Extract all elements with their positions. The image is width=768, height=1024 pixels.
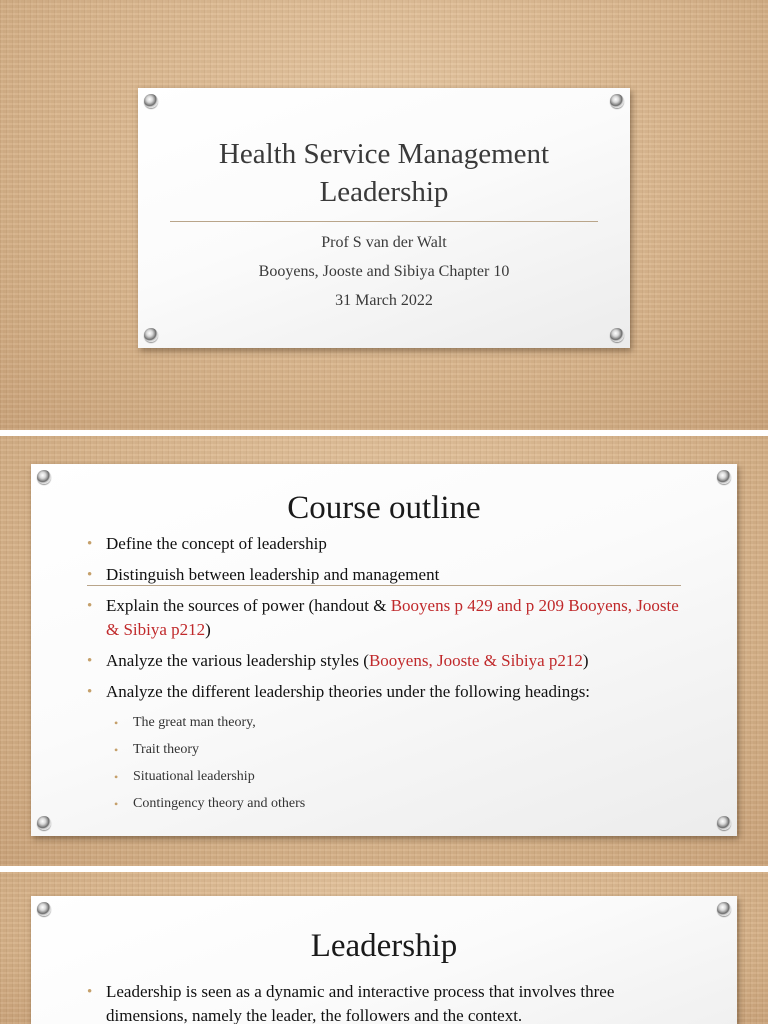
- title-line-2: Leadership: [319, 176, 449, 208]
- list-item: • Distinguish between leadership and management: [87, 565, 440, 584]
- reference-text: Booyens p 429 and p 209 Booyens, Jooste & Sibiya p212: [106, 596, 679, 639]
- slide-leadership: [0, 872, 768, 1024]
- reference-text: Booyens, Jooste & Sibiya p212: [368, 651, 583, 670]
- outline-card: [31, 464, 737, 836]
- slide-heading: Leadership: [310, 928, 458, 964]
- thumbtack-pin-icon: [717, 470, 731, 484]
- title-line-1: Health Service Management: [218, 138, 550, 170]
- leadership-card: [31, 896, 737, 1024]
- presenter-name: Prof S van der Walt: [321, 234, 447, 251]
- presentation-title: [138, 135, 630, 211]
- list-item: • Explain the sources of power (handout & Booyens p 429 and p 209 Booyens, Jooste & Sibiya p212): [87, 596, 679, 639]
- theory-sub-list: [114, 713, 674, 814]
- thumbtack-pin-icon: [37, 902, 51, 916]
- leadership-list: [87, 980, 687, 1024]
- list-item: • Define the concept of leadership: [87, 534, 327, 553]
- slide-title: [0, 0, 768, 430]
- list-item: • Situational leadership: [114, 769, 255, 784]
- slide-course-outline: [0, 436, 768, 866]
- thumbtack-pin-icon: [37, 470, 51, 484]
- list-item: • The great man theory,: [114, 715, 256, 730]
- thumbtack-pin-icon: [610, 328, 624, 342]
- title-card: [138, 88, 630, 348]
- presentation-date: 31 March 2022: [335, 292, 433, 309]
- chapter-reference: Booyens, Jooste and Sibiya Chapter 10: [258, 263, 510, 280]
- thumbtack-pin-icon: [717, 902, 731, 916]
- list-item: • Contingency theory and others: [114, 796, 306, 811]
- thumbtack-pin-icon: [610, 94, 624, 108]
- outline-list: [87, 532, 687, 710]
- list-item: • Trait theory: [114, 742, 199, 757]
- list-item: • Analyze the various leadership styles (Booyens, Jooste & Sibiya p212): [87, 651, 589, 670]
- thumbtack-pin-icon: [144, 94, 158, 108]
- thumbtack-pin-icon: [37, 816, 51, 830]
- thumbtack-pin-icon: [717, 816, 731, 830]
- title-divider: [170, 221, 598, 222]
- slide-heading: Course outline: [287, 490, 481, 526]
- list-item: • Leadership is seen as a dynamic and interactive process that involves three dimensions, namely the leader, the followers and the context.: [87, 982, 615, 1024]
- list-item: • Analyze the different leadership theories under the following headings:: [87, 682, 591, 701]
- thumbtack-pin-icon: [144, 328, 158, 342]
